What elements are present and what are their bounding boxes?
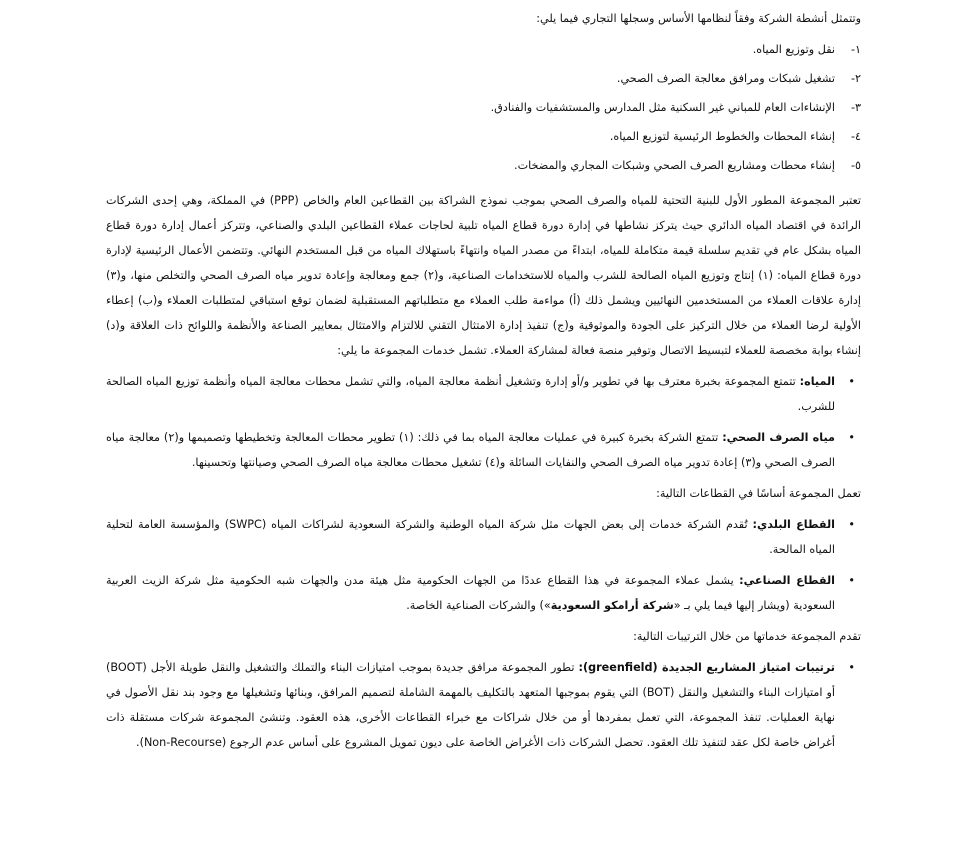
service-item-wastewater xyxy=(106,425,861,475)
bullet-icon: • xyxy=(848,574,855,587)
activity-number: ٤- xyxy=(850,130,861,143)
sector-label: القطاع الصناعي: xyxy=(739,574,835,587)
arrangement-item-greenfield xyxy=(106,655,861,755)
activity-text: تشغيل شبكات ومرافق معالجة الصرف الصحي. xyxy=(616,72,835,85)
sector-label: القطاع البلدي: xyxy=(752,518,835,531)
bullet-icon: • xyxy=(848,375,855,388)
activities-intro: وتتمثل أنشطة الشركة وفقاً لنظامها الأساس وسجلها التجاري فيما يلي: xyxy=(536,12,861,25)
group-overview-paragraph: تعتبر المجموعة المطور الأول للبنية التحتية للمياه والصرف الصحي بموجب نموذج الشراكة بين القطاعين العام والخاص (PPP) في المملكة، وهي إحدى الشركات الرائدة في اقتصاد المياه الدائري حيث يتركز نشاطها في إدارة دورة قطاع المياه تلبية لحاجات عملاء القطاعين البلدي والصناعي، وتتركز أعمال إدارة دورة قطاع المياه بشكل عام في تقديم سلسلة قيمة متكاملة للمياه، ابتداءً من مصدر المياه وانتهاءً باستهلاك المياه من قبل المستخدم النهائي. وتتضمن الأعمال الرئيسية لإدارة دورة قطاع المياه: (١) إنتاج وتوزيع المياه الصالحة للشرب والمياه للاستخدامات الصناعية، و(٢) جمع ومعالجة وإعادة تدوير مياه الصرف الصحي والتخلص منها، و(٣) إدارة علاقات العملاء من المستخدمين النهائيين ويشمل ذلك (أ) مواءمة طلب العملاء مع متطلباتهم المستقبلية لضمان توقع استباقي لمتطلبات العملاء و(ب) إعطاء الأولية لرضا العملاء من خلال التركيز على الجودة والموثوقية و(ج) تنفيذ إدارة الامتثال التقني للالتزام والامتثال بمعايير الصناعة والأنظمة واللوائح ذات العلاقة و(د) إنشاء بوابة مخصصة للعملاء لتبسيط الاتصال وتوفير منصة فعالة لمشاركة العملاء. تشمل خدمات المجموعة ما يلي: xyxy=(106,194,862,357)
activity-item xyxy=(106,64,861,93)
service-label: مياه الصرف الصحي: xyxy=(722,431,835,444)
service-text: تتمتع الشركة بخبرة كبيرة في عمليات معالجة المياه بما في ذلك: (١) تطوير محطات المعالجة وتخطيطها وتصميمها و(٢) معالجة مياه الصرف الصحي و(٣) إعادة تدوير مياه الصرف الصحي والنفايات السائلة و(٤) تشغيل محطات معالجة مياه الصرف الصحي وصيانتها وتحسينها. xyxy=(106,431,835,469)
bullet-icon: • xyxy=(848,518,855,531)
sector-item-municipal xyxy=(106,512,861,562)
activity-item xyxy=(106,122,861,151)
arrangements-intro: تقدم المجموعة خدماتها من خلال الترتيبات التالية: xyxy=(633,630,861,643)
service-text: تتمتع المجموعة بخبرة معترف بها في تطوير و/أو إدارة وتشغيل أنظمة معالجة المياه، والتي تشمل محطات معالجة المياه وأنظمة توزيع المياه الصالحة للشرب. xyxy=(106,375,835,413)
bullet-icon: • xyxy=(848,431,855,444)
activity-text: نقل وتوزيع المياه. xyxy=(752,43,835,56)
activity-text: الإنشاءات العام للمباني غير السكنية مثل المدارس والمستشفيات والفنادق. xyxy=(490,101,835,114)
activity-text: إنشاء المحطات والخطوط الرئيسية لتوزيع المياه. xyxy=(609,130,835,143)
sector-item-industrial xyxy=(106,568,861,618)
arrangements-list xyxy=(106,655,861,755)
activity-number: ٣- xyxy=(850,101,861,114)
arrangement-label: ترتيبات امتياز المشاريع الجديدة (greenfield): xyxy=(578,661,835,674)
sectors-intro: تعمل المجموعة أساسًا في القطاعات التالية: xyxy=(656,487,861,500)
activity-number: ٥- xyxy=(850,159,861,172)
bullet-icon: • xyxy=(848,661,855,674)
sector-text-end: ») والشركات الصناعية الخاصة. xyxy=(406,599,551,612)
sector-aramco-name: شركة أرامكو السعودية xyxy=(550,599,674,612)
sector-text: تُقدم الشركة خدمات إلى بعض الجهات مثل شركة المياه الوطنية والشركة السعودية لشراكات المياه (SWPC) والمؤسسة العامة لتحلية المياه المالحة. xyxy=(106,518,835,556)
activity-item xyxy=(106,35,861,64)
activity-item xyxy=(106,93,861,122)
activity-number: ١- xyxy=(850,43,861,56)
activity-item xyxy=(106,151,861,180)
sector-text: يشمل عملاء المجموعة في هذا القطاع عددًا من الجهات الحكومية مثل هيئة مدن والجهات شبه الحكومية مثل شركة الزيت العربية السعودية (ويشار إليها فيما يلي بـ « xyxy=(106,574,835,612)
sectors-list xyxy=(106,512,861,618)
arrangement-text: تطور المجموعة مرافق جديدة بموجب امتيازات البناء والتملك والتشغيل والنقل طويلة الأجل (BOOT) أو امتيازات البناء والتشغيل والنقل (BOT) التي يقوم بموجبها المتعهد بالتكليف بالمهمة الشاملة لتصميم المرافق، وبنائها وتشغيلها مع وجود بند نقل الأصول في نهاية العمليات. تنفذ المجموعة، التي تعمل بمفردها أو من خلال شراكات مع خبراء القطاعات الأخرى، هذه العقود. وتنشئ المجموعة شركات مستقلة ذات أغراض خاصة لكل عقد لتنفيذ تلك العقود. تحصل الشركات ذات الأغراض الخاصة على ديون تمويل المشروع على أساس عدم الرجوع (Non-Recourse). xyxy=(106,661,835,749)
service-item-water xyxy=(106,369,861,419)
activities-list xyxy=(106,35,861,180)
service-label: المياه: xyxy=(799,375,835,388)
services-list xyxy=(106,369,861,475)
activity-number: ٢- xyxy=(850,72,861,85)
activity-text: إنشاء محطات ومشاريع الصرف الصحي وشبكات المجاري والمضخات. xyxy=(514,159,835,172)
